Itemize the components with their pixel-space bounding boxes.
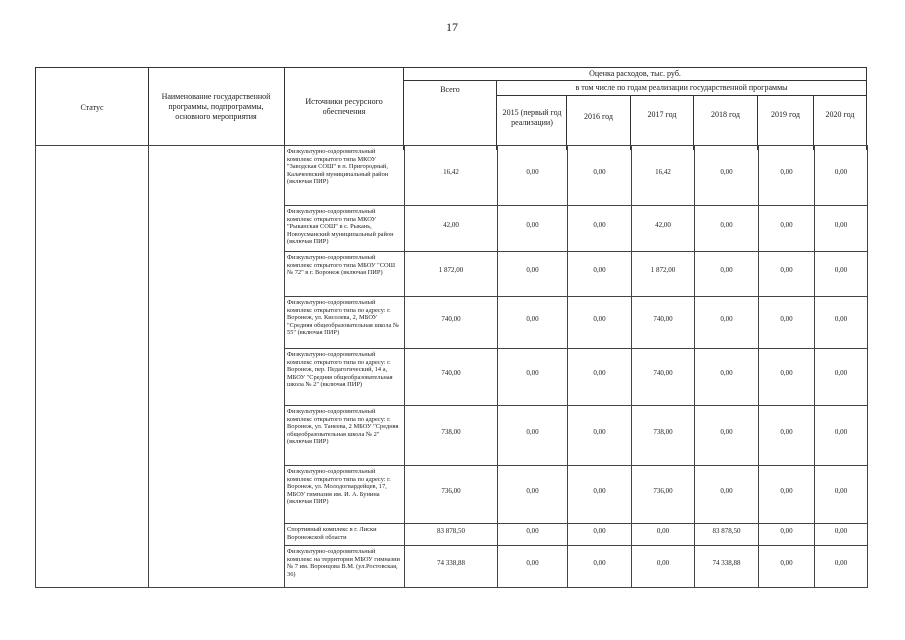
header-by-years: в том числе по годам реализации государственной программы xyxy=(575,83,788,92)
header-year-2016: 2016 год xyxy=(584,112,613,121)
value-cell-2019: 0,00 xyxy=(759,524,815,546)
header-year-2015: 2015 (первый год реализации) xyxy=(502,108,562,127)
value-cell-2020: 0,00 xyxy=(815,206,868,252)
header-cost-estimate: Оценка расходов, тыс. руб. xyxy=(589,69,681,78)
value-cell-2015: 0,00 xyxy=(498,524,568,546)
value-cell-2018: 0,00 xyxy=(695,406,759,466)
value-cell-2015: 0,00 xyxy=(498,349,568,406)
value-cell-2016: 0,00 xyxy=(568,206,632,252)
value-cell-2015: 0,00 xyxy=(498,466,568,524)
value-cell-2018: 83 878,50 xyxy=(695,524,759,546)
value-cell-2019: 0,00 xyxy=(759,146,815,206)
value-cell-2015: 0,00 xyxy=(498,206,568,252)
total-cell: 74 338,88 xyxy=(405,546,498,588)
value-cell-2017: 1 872,00 xyxy=(632,252,695,297)
total-cell: 740,00 xyxy=(405,349,498,406)
total-cell: 736,00 xyxy=(405,466,498,524)
value-cell-2020: 0,00 xyxy=(815,252,868,297)
value-cell-2018: 0,00 xyxy=(695,146,759,206)
total-cell: 1 872,00 xyxy=(405,252,498,297)
value-cell-2019: 0,00 xyxy=(759,206,815,252)
value-cell-2020: 0,00 xyxy=(815,146,868,206)
value-cell-2017: 740,00 xyxy=(632,349,695,406)
value-cell-2015: 0,00 xyxy=(498,146,568,206)
value-cell-2016: 0,00 xyxy=(568,524,632,546)
header-year-2020: 2020 год xyxy=(825,110,855,119)
value-cell-2017: 16,42 xyxy=(632,146,695,206)
value-cell-2019: 0,00 xyxy=(759,546,815,588)
value-cell-2016: 0,00 xyxy=(568,297,632,349)
value-cell-2018: 0,00 xyxy=(695,349,759,406)
value-cell-2020: 0,00 xyxy=(815,406,868,466)
value-cell-2018: 74 338,88 xyxy=(695,546,759,588)
source-cell: Спортивный комплекс в г. Лиски Воронежской области xyxy=(285,524,405,546)
value-cell-2019: 0,00 xyxy=(759,297,815,349)
value-cell-2019: 0,00 xyxy=(759,252,815,297)
value-cell-2017: 0,00 xyxy=(632,524,695,546)
source-cell: Физкультурно-оздоровительный комплекс открытого типа МБОУ "СОШ № 72" в г. Воронеж (включая ПИР) xyxy=(285,252,405,297)
value-cell-2020: 0,00 xyxy=(815,524,868,546)
value-cell-2016: 0,00 xyxy=(568,546,632,588)
value-cell-2020: 0,00 xyxy=(815,349,868,406)
table-row xyxy=(36,146,868,206)
page-number: 17 xyxy=(446,20,458,34)
source-cell: Физкультурно-оздоровительный комплекс открытого типа по адресу: г. Воронеж, ул. Танеева, 2 МБОУ "Средняя общеобразовательная школа № 2" (включая ПИР) xyxy=(285,406,405,466)
value-cell-2018: 0,00 xyxy=(695,206,759,252)
source-cell: Физкультурно-оздоровительный комплекс открытого типа МКОУ "Заводская СОШ" в п. Пригородный, Калачеевский муниципальный район (включая ПИР) xyxy=(285,146,405,206)
value-cell-2017: 0,00 xyxy=(632,546,695,588)
header-sources: Источники ресурсного обеспечения xyxy=(305,97,383,116)
total-cell: 42,00 xyxy=(405,206,498,252)
value-cell-2020: 0,00 xyxy=(815,466,868,524)
program-name-cell xyxy=(149,146,285,588)
source-cell: Физкультурно-оздоровительный комплекс открытого типа по адресу: г. Воронеж, ул. Молодогвардейцев, 17, МБОУ гимназия им. И. А. Бунина (включая ПИР) xyxy=(285,466,405,524)
value-cell-2020: 0,00 xyxy=(815,546,868,588)
value-cell-2018: 0,00 xyxy=(695,297,759,349)
value-cell-2018: 0,00 xyxy=(695,466,759,524)
value-cell-2017: 736,00 xyxy=(632,466,695,524)
value-cell-2016: 0,00 xyxy=(568,349,632,406)
value-cell-2018: 0,00 xyxy=(695,252,759,297)
header-total: Всего xyxy=(440,85,460,94)
header-year-2017: 2017 год xyxy=(647,110,677,119)
header-year-2019: 2019 год xyxy=(771,110,800,119)
value-cell-2016: 0,00 xyxy=(568,146,632,206)
value-cell-2017: 738,00 xyxy=(632,406,695,466)
total-cell: 16,42 xyxy=(405,146,498,206)
value-cell-2020: 0,00 xyxy=(815,297,868,349)
status-cell xyxy=(36,146,149,588)
source-cell: Физкультурно-оздоровительный комплекс открытого типа МКОУ "Рыканская СОШ" в с. Рыкань, Новоусманский муниципальный район (включая ПИР) xyxy=(285,206,405,252)
value-cell-2016: 0,00 xyxy=(568,252,632,297)
source-cell: Физкультурно-оздоровительный комплекс на территории МБОУ гимназии № 7 им. Воронцова В.М. (ул.Ростовская, 36) xyxy=(285,546,405,588)
total-cell: 740,00 xyxy=(405,297,498,349)
total-cell: 83 878,50 xyxy=(405,524,498,546)
header-year-2018: 2018 год xyxy=(711,110,740,119)
value-cell-2015: 0,00 xyxy=(498,406,568,466)
source-cell: Физкультурно-оздоровительный комплекс открытого типа по адресу: г. Воронеж, ул. Кисолева, 2, МБОУ "Средняя общеобразовательная школа № 55" (включая ПИР) xyxy=(285,297,405,349)
value-cell-2015: 0,00 xyxy=(498,546,568,588)
value-cell-2016: 0,00 xyxy=(568,466,632,524)
source-cell: Физкультурно-оздоровительный комплекс открытого типа по адресу: г. Воронеж, пер. Педагогический, 14 а, МБОУ "Средняя общеобразовательная школа № 2" (включая ПИР) xyxy=(285,349,405,406)
value-cell-2015: 0,00 xyxy=(498,297,568,349)
header-program-name: Наименование государственной программы, подпрограммы, основного мероприятия xyxy=(161,92,271,121)
value-cell-2016: 0,00 xyxy=(568,406,632,466)
total-cell: 738,00 xyxy=(405,406,498,466)
value-cell-2017: 42,00 xyxy=(632,206,695,252)
expenses-table xyxy=(35,145,868,588)
value-cell-2017: 740,00 xyxy=(632,297,695,349)
header-status: Статус xyxy=(80,103,104,112)
value-cell-2019: 0,00 xyxy=(759,349,815,406)
value-cell-2019: 0,00 xyxy=(759,466,815,524)
value-cell-2015: 0,00 xyxy=(498,252,568,297)
value-cell-2019: 0,00 xyxy=(759,406,815,466)
